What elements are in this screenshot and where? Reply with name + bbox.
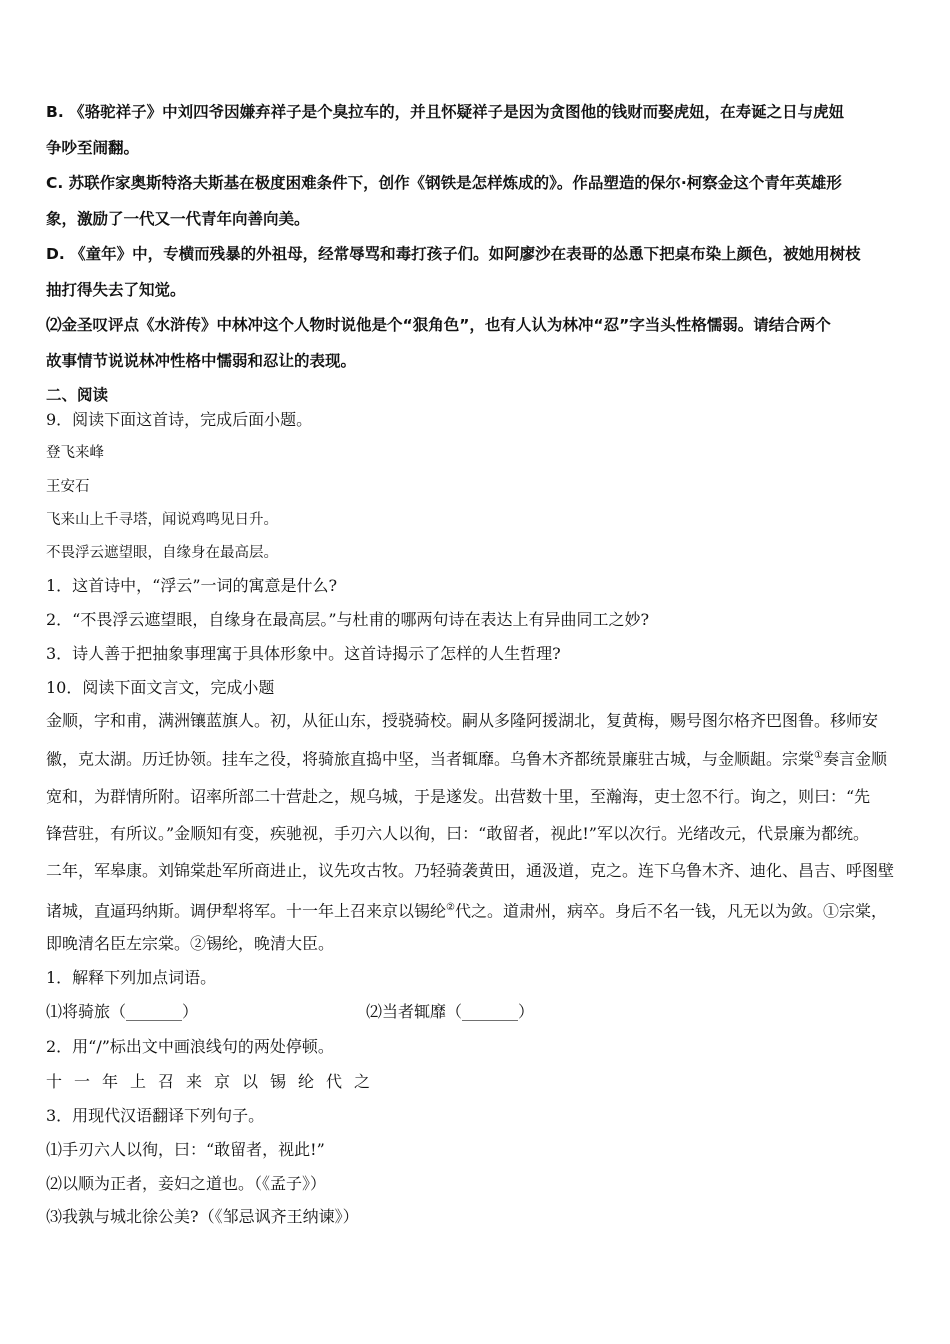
option-b-line2: 争吵至闹翻。 <box>46 139 140 157</box>
option-c-line1: C. 苏联作家奥斯特洛夫斯基在极度困难条件下，创作《钢铁是怎样炼成的》。作品塑造的保尔·柯察金这个青年英雄形 <box>46 174 842 192</box>
question-10-sub-3: 3．用现代汉语翻译下列句子。 <box>46 1106 265 1125</box>
poem-title: 登飞来峰 <box>46 445 104 461</box>
passage-line-3: 宽和，为群情所附。诏率所部二十营赴之，规乌城，于是遂发。出营数十里，至瀚海，吏士忽不行。询之，则曰：“先 <box>46 787 871 806</box>
question-10-intro: 10．阅读下面文言文，完成小题 <box>46 678 275 697</box>
passage-line-2-text: 徽，克太湖。历迁协领。挂车之役，将骑旅直捣中坚，当者辄靡。乌鲁木齐都统景廉驻古城，与金顺龃。宗棠 <box>46 749 815 769</box>
translate-sentence-3: ⑶我孰与城北徐公美?（《邹忌讽齐王纳谏》） <box>46 1207 359 1226</box>
section-heading-reading: 二、阅读 <box>46 386 109 404</box>
passage-line-6 <box>46 897 912 922</box>
passage-line-5: 二年，军皋康。刘锦棠赴军所商进止，议先攻古牧。乃轻骑袭黄田，通汲道，克之。连下乌鲁木齐、迪化、昌吉、呼图壁 <box>46 861 895 880</box>
passage-line-2 <box>46 745 912 770</box>
passage-line-6-text: 诸城，直逼玛纳斯。调伊犁将军。十一年上召来京以锡纶 <box>46 901 447 921</box>
question-10-sub-1-items <box>46 1001 912 1023</box>
passage-line-1: 金顺，字和甫，满洲镶蓝旗人。初，从征山东，授骁骑校。嗣从多隆阿援湖北，复黄梅，赐号图尔格齐巴图鲁。移师安 <box>46 711 879 730</box>
option-b-line1: B. 《骆驼祥子》中刘四爷因嫌弃祥子是个臭拉车的，并且怀疑祥子是因为贪图他的钱财而娶虎妞，在寿诞之日与虎妞 <box>46 103 845 121</box>
passage-line-4: 锋营驻，有所议。”金顺知有变，疾驰视，手刃六人以徇，曰：“敢留者，视此!”军以次行。光绪改元，代景廉为都统。 <box>46 824 869 843</box>
footnote-marker-1: ① <box>814 750 823 761</box>
poem-line-1: 飞来山上千寻塔，闻说鸡鸣见日升。 <box>46 512 278 528</box>
sub-1-item-b: ⑵当者辄靡（_______） <box>366 1002 535 1021</box>
question-8-2-line1: ⑵金圣叹评点《水浒传》中林冲这个人物时说他是个“狠角色”，也有人认为林冲“忍”字当头性格懦弱。请结合两个 <box>46 316 831 334</box>
question-9-sub-3: 3．诗人善于把抽象事理寓于具体形象中。这首诗揭示了怎样的人生哲理? <box>46 644 561 663</box>
passage-line-2-tail: 奏言金顺 <box>822 749 887 769</box>
option-d-line1: D. 《童年》中，专横而残暴的外祖母，经常辱骂和毒打孩子们。如阿廖沙在表哥的怂恿下把桌布染上颜色，被她用树枝 <box>46 245 861 263</box>
passage-footnotes: 即晚清名臣左宗棠。②锡纶，晚清大臣。 <box>46 934 335 953</box>
question-9-intro: 9．阅读下面这首诗，完成后面小题。 <box>46 410 313 429</box>
option-d-line2: 抽打得失去了知觉。 <box>46 281 186 299</box>
sub-1-item-a: ⑴将骑旅（_______） <box>46 1002 199 1021</box>
wavy-line-sentence: 十一年上召来京以锡纶代之 <box>46 1072 383 1091</box>
poem-author: 王安石 <box>46 479 90 495</box>
translate-sentence-1: ⑴手刃六人以徇，曰：“敢留者，视此!” <box>46 1140 325 1159</box>
question-9-sub-1: 1．这首诗中，“浮云”一词的寓意是什么? <box>46 576 338 595</box>
option-c-line2: 象，激励了一代又一代青年向善向美。 <box>46 210 310 228</box>
passage-line-6-tail: 代之。道肃州，病卒。身后不名一钱，凡无以为敛。①宗棠， <box>454 901 887 921</box>
question-10-sub-1: 1．解释下列加点词语。 <box>46 968 217 987</box>
question-8-2-line2: 故事情节说说林冲性格中懦弱和忍让的表现。 <box>46 352 357 370</box>
poem-line-2: 不畏浮云遮望眼，自缘身在最高层。 <box>46 545 278 561</box>
question-9-sub-2: 2．“不畏浮云遮望眼，自缘身在最高层。”与杜甫的哪两句诗在表达上有异曲同工之妙? <box>46 610 650 629</box>
question-10-sub-2: 2．用“/”标出文中画浪线句的两处停顿。 <box>46 1037 334 1056</box>
footnote-marker-2: ② <box>446 902 455 913</box>
translate-sentence-2: ⑵以顺为正者，妾妇之道也。（《孟子》） <box>46 1174 327 1193</box>
